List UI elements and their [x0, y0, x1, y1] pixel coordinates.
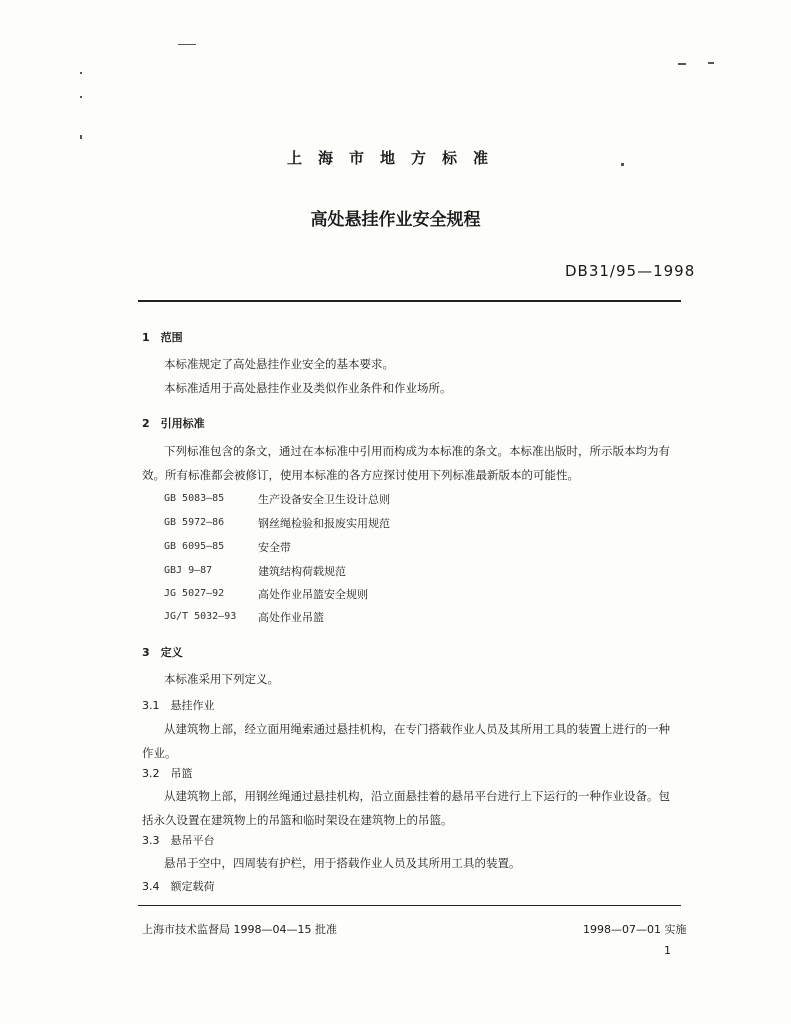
section-1-paragraph: 本标准规定了高处悬挂作业安全的基本要求。 — [164, 357, 394, 371]
definition-3-1-text: 从建筑物上部，经立面用绳索通过悬挂机构，在专门搭载作业人员及其所用工具的装置上进行的一种 — [164, 722, 670, 736]
reference-code: GB 5972—86 — [164, 517, 225, 528]
approval-date: 上海市技术监督局 1998—04—15 批准 — [142, 923, 337, 936]
scan-mark — [80, 72, 82, 74]
definition-3-3-text: 悬吊于空中，四周装有护栏，用于搭载作业人员及其所用工具的装置。 — [164, 856, 521, 870]
section-2-intro-line: 效。所有标准都会被修订，使用本标准的各方应探讨使用下列标准最新版本的可能性。 — [142, 468, 579, 482]
section-1-title: 1 范围 — [142, 331, 183, 344]
definition-3-2-text: 从建筑物上部，用钢丝绳通过悬挂机构，沿立面悬挂着的悬吊平台进行上下运行的一种作业设备。包 — [164, 789, 670, 803]
section-3-title: 3 定义 — [142, 646, 183, 659]
reference-code: JG/T 5032—93 — [164, 611, 237, 622]
definition-3-2-text: 括永久设置在建筑物上的吊篮和临时架设在建筑物上的吊篮。 — [142, 813, 453, 827]
reference-name: 生产设备安全卫生设计总则 — [258, 493, 390, 506]
header-divider — [138, 300, 681, 302]
reference-name: 高处作业吊篮 — [258, 611, 324, 624]
reference-code: GBJ 9—87 — [164, 565, 213, 576]
reference-name: 高处作业吊篮安全规则 — [258, 588, 368, 601]
scan-mark — [678, 63, 686, 65]
page-number: 1 — [664, 944, 671, 957]
reference-code: GB 5083—85 — [164, 493, 225, 504]
definition-3-3-title: 3.3 悬吊平台 — [142, 834, 215, 847]
scan-mark — [708, 62, 714, 64]
reference-code: GB 6095—85 — [164, 541, 225, 552]
section-2-title: 2 引用标准 — [142, 417, 205, 430]
definition-3-2-title: 3.2 吊篮 — [142, 767, 193, 780]
section-2-intro-line: 下列标准包含的条文，通过在本标准中引用而构成为本标准的条文。本标准出版时，所示版本均为有 — [164, 444, 670, 458]
section-1-paragraph: 本标准适用于高处悬挂作业及类似作业条件和作业场所。 — [164, 381, 452, 395]
footer-divider — [138, 905, 681, 906]
scan-mark — [178, 44, 196, 45]
definition-3-1-title: 3.1 悬挂作业 — [142, 699, 215, 712]
reference-code: JG 5027—92 — [164, 588, 225, 599]
scan-mark — [80, 135, 82, 139]
reference-name: 钢丝绳检验和报废实用规范 — [258, 517, 390, 530]
issuer-title: 上海市地方标准 — [286, 149, 504, 167]
reference-name: 安全带 — [258, 541, 291, 554]
section-3-intro: 本标准采用下列定义。 — [164, 672, 279, 686]
reference-name: 建筑结构荷载规范 — [258, 565, 346, 578]
definition-3-1-text: 作业。 — [142, 746, 177, 760]
implementation-date: 1998—07—01 实施 — [583, 923, 687, 936]
document-title: 高处悬挂作业安全规程 — [310, 210, 481, 230]
scan-mark — [80, 96, 82, 98]
definition-3-4-title: 3.4 额定载荷 — [142, 880, 215, 893]
standard-number: DB31/95—1998 — [565, 262, 696, 280]
